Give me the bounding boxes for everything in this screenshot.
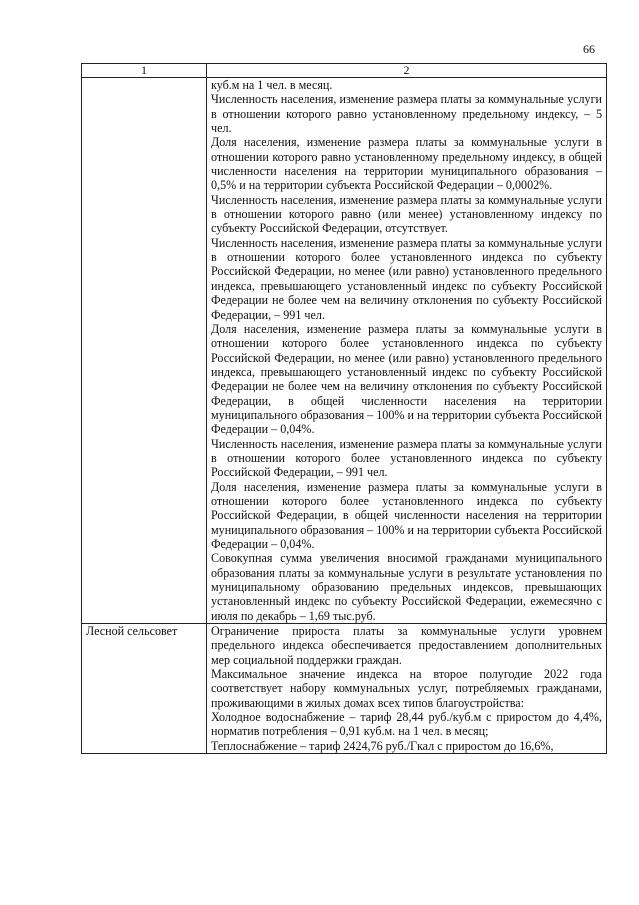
paragraph: Численность населения, изменение размера платы за коммунальные услуги в отношении которого равно установленному предельному индексу, – 5 чел.	[211, 92, 602, 136]
paragraph: Доля населения, изменение размера платы за коммунальные услуги в отношении которого более установленного индекса по субъекту Российской Федерации, в общей численности населения на территории муниципального образования – 100% и на территории субъекта Российской Федерации – 0,04%.	[211, 479, 602, 551]
paragraph: куб.м на 1 чел. в месяц.	[211, 78, 333, 92]
row1-municipality-cell	[82, 78, 207, 624]
row1-content-cell	[207, 78, 607, 624]
table-row	[82, 78, 607, 624]
table-header-row	[82, 64, 607, 78]
paragraph: Теплоснабжение – тариф 2424,76 руб./Гкал с приростом до 16,6%,	[211, 738, 554, 753]
page-number: 66	[583, 42, 595, 56]
paragraph: Ограничение прироста платы за коммунальные услуги уровнем предельного индекса обеспечивается предоставлением дополнительных мер социальной поддержки граждан.	[211, 624, 602, 667]
table-row	[82, 624, 607, 754]
paragraph: Доля населения, изменение размера платы за коммунальные услуги в отношении которого более установленного индекса по субъекту Российской Федерации, но менее (или равно) установленного предельного индекса, превышающего установленный индекс по субъекту Российской Федерации не более чем на величину отклонения по субъекту Российской Федерации, в общей численности населения на территории муниципального образования – 100% и на территории субъекта Российской Федерации – 0,04%.	[211, 321, 602, 437]
paragraph: Совокупная сумма увеличения вносимой гражданами муниципального образования платы за коммунальные услуги в результате установления по муниципальному образованию предельных индексов, превышающих установленный индекс по субъекту Российской Федерации, ежемесячно с июля по декабрь – 1,69 тыс.руб.	[211, 551, 602, 623]
paragraph: Доля населения, изменение размера платы за коммунальные услуги в отношении которого равно установленному предельному индексу, в общей численности населения на территории муниципального образования – 0,5% и на территории субъекта Российской Федерации – 0,0002%.	[211, 135, 602, 193]
paragraph: Численность населения, изменение размера платы за коммунальные услуги в отношении которого равно (или менее) установленному индексу по субъекту Российской Федерации, отсутствует.	[211, 192, 602, 236]
paragraph: Максимальное значение индекса на второе полугодие 2022 года соответствует набору коммунальных услуг, потребляемых гражданами, проживающими в жилых домах всех типов благоустройства:	[211, 667, 602, 710]
row2-municipality-cell: Лесной сельсовет	[82, 624, 207, 754]
row2-content-cell	[207, 624, 607, 754]
document-table	[81, 63, 607, 754]
paragraph: Численность населения, изменение размера платы за коммунальные услуги в отношении которого более установленного индекса по субъекту Российской Федерации, но менее (или равно) установленного предельного индекса, превышающего установленный индекс по субъекту Российской Федерации не более чем на величину отклонения по субъекту Российской Федерации, – 991 чел.	[211, 235, 602, 322]
paragraph: Численность населения, изменение размера платы за коммунальные услуги в отношении которого более установленного индекса по субъекту Российской Федерации, – 991 чел.	[211, 436, 602, 480]
column-header-2: 2	[207, 64, 607, 78]
paragraph: Холодное водоснабжение – тариф 28,44 руб./куб.м с приростом до 4,4%, норматив потребления – 0,91 куб.м. на 1 чел. в месяц;	[211, 710, 602, 739]
column-header-1: 1	[82, 64, 207, 78]
